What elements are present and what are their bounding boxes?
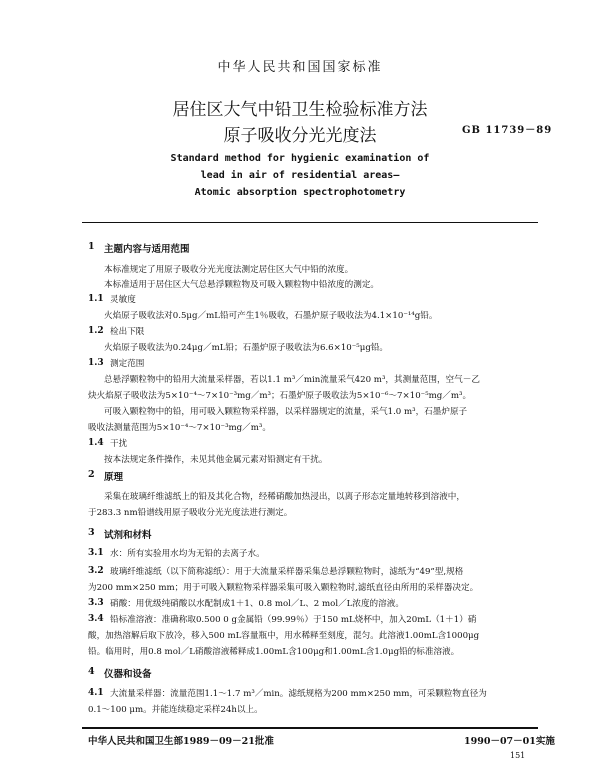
section-4-number: 4 xyxy=(88,666,95,677)
clause-4-1-line-2: 0.1～100 μm。并能连续稳定采样24h以上。 xyxy=(88,705,263,715)
title-rule xyxy=(82,222,538,223)
section-1-number: 1 xyxy=(88,241,95,252)
section-3-number: 3 xyxy=(88,527,95,538)
clause-1-2-number: 1.2 xyxy=(88,326,104,336)
section-1-para-2: 本标准适用于居住区大气总悬浮颗粒物及可吸入颗粒物中铅浓度的测定。 xyxy=(104,280,380,290)
implementation-date: 1990－07－01实施 xyxy=(464,736,555,747)
section-2-line-2: 于283.3 nm铅谱线用原子吸收分光光度法进行测定。 xyxy=(88,508,293,518)
clause-3-2-number: 3.2 xyxy=(88,566,104,576)
clause-3-4-line-1: 铅标准溶液：准确称取0.500 0 g金属铅（99.99％）于150 mL烧杯中，加入20mL（1＋1）硝 xyxy=(110,615,477,625)
section-1-title: 主题内容与适用范围 xyxy=(104,244,190,255)
clause-4-1-number: 4.1 xyxy=(88,688,104,698)
clause-3-3-text: 硝酸：用优级纯硝酸以水配制成1＋1、0.8 mol／L、2 mol／L浓度的溶液。 xyxy=(110,599,404,609)
clause-3-2-line-2: 为200 mm×250 mm；用于可吸入颗粒物采样器采集可吸入颗粒物时,滤纸直径由所用的采样器决定。 xyxy=(88,583,479,593)
english-title-line2: lead in air of residential areas— xyxy=(200,170,400,181)
clause-1-4-number: 1.4 xyxy=(88,438,104,448)
clause-1-3-line-2: 炔火焰原子吸收法为5×10⁻⁴～7×10⁻³mg／m³；石墨炉原子吸收法为5×10⁻⁶～7×10⁻⁵mg／m³。 xyxy=(88,391,472,401)
clause-3-1-text: 水：所有实验用水均为无铅的去离子水。 xyxy=(110,549,265,559)
section-3-title: 试剂和材料 xyxy=(104,530,152,541)
page-title-line1: 居住区大气中铅卫生检验标准方法 xyxy=(172,100,428,120)
clause-1-3-title: 测定范围 xyxy=(110,359,145,369)
clause-1-3-number: 1.3 xyxy=(88,358,104,368)
page-title-line2: 原子吸收分光光度法 xyxy=(223,126,377,146)
english-title-line3: Atomic absorption spectrophotometry xyxy=(194,187,406,198)
clause-3-4-number: 3.4 xyxy=(88,614,104,624)
clause-3-3-number: 3.3 xyxy=(88,598,104,608)
clause-1-4-title: 干扰 xyxy=(110,439,128,449)
clause-1-2-text: 火焰原子吸收法为0.24μg／mL铅；石墨炉原子吸收法为6.6×10⁻⁵μg铅。 xyxy=(104,343,389,353)
page-number: 151 xyxy=(510,751,526,760)
section-2-line-1: 采集在玻璃纤维滤纸上的铅及其化合物，经稀硝酸加热浸出，以离子形态定量地转移到溶液中， xyxy=(104,492,465,502)
clause-1-2-title: 检出下限 xyxy=(110,327,145,337)
clause-3-1-number: 3.1 xyxy=(88,548,104,558)
section-2-number: 2 xyxy=(88,469,95,480)
clause-1-1-title: 灵敏度 xyxy=(110,295,136,305)
national-standard-header: 中华人民共和国国家标准 xyxy=(217,60,383,75)
clause-1-3-line-3: 可吸入颗粒物中的铅，用可吸入颗粒物采样器，以采样器规定的流量，采气1.0 m³，石墨炉原子 xyxy=(104,407,468,417)
section-4-title: 仪器和设备 xyxy=(104,669,152,680)
clause-1-4-text: 按本法规定条件操作，未见其他金属元素对铅测定有干扰。 xyxy=(104,455,328,465)
clause-3-4-line-3: 铅。临用时，用0.8 mol／L硝酸溶液稀释成1.00mL含100μg和1.00mL含1.0μg铅的标准溶液。 xyxy=(88,647,460,657)
clause-1-3-line-4: 吸收法测量范围为5×10⁻⁴～7×10⁻³mg／m³。 xyxy=(88,423,271,433)
clause-1-3-line-1: 总悬浮颗粒物中的铅用大流量采样器，若以1.1 m³／min流量采气420 m³，其测量范围，空气－乙 xyxy=(104,375,480,385)
clause-3-2-line-1: 玻璃纤维滤纸（以下简称滤纸）：用于大流量采样器采集总悬浮颗粒物时，滤纸为“49”型,规格 xyxy=(110,567,464,577)
clause-1-1-text: 火焰原子吸收法对0.5μg／mL铅可产生1％吸收，石墨炉原子吸收法为4.1×10⁻¹⁴g铅。 xyxy=(104,311,438,321)
standard-number: GB 11739－89 xyxy=(462,125,553,136)
footer-rule xyxy=(82,727,538,729)
section-2-title: 原理 xyxy=(104,472,124,483)
clause-4-1-line-1: 大流量采样器：流量范围1.1～1.7 m³／min。滤纸规格为200 mm×250 mm，可采颗粒物直径为 xyxy=(110,689,487,699)
clause-3-4-line-2: 酸，加热溶解后取下放冷，移入500 mL容量瓶中，用水稀释至刻度，混匀。此溶液1.00mL含1000μg xyxy=(88,631,480,641)
english-title-line1: Standard method for hygienic examination of xyxy=(170,153,430,164)
approval-line: 中华人民共和国卫生部1989－09－21批准 xyxy=(88,736,274,747)
clause-1-1-number: 1.1 xyxy=(88,294,104,304)
section-1-para-1: 本标准规定了用原子吸收分光光度法测定居住区大气中铅的浓度。 xyxy=(104,265,354,275)
